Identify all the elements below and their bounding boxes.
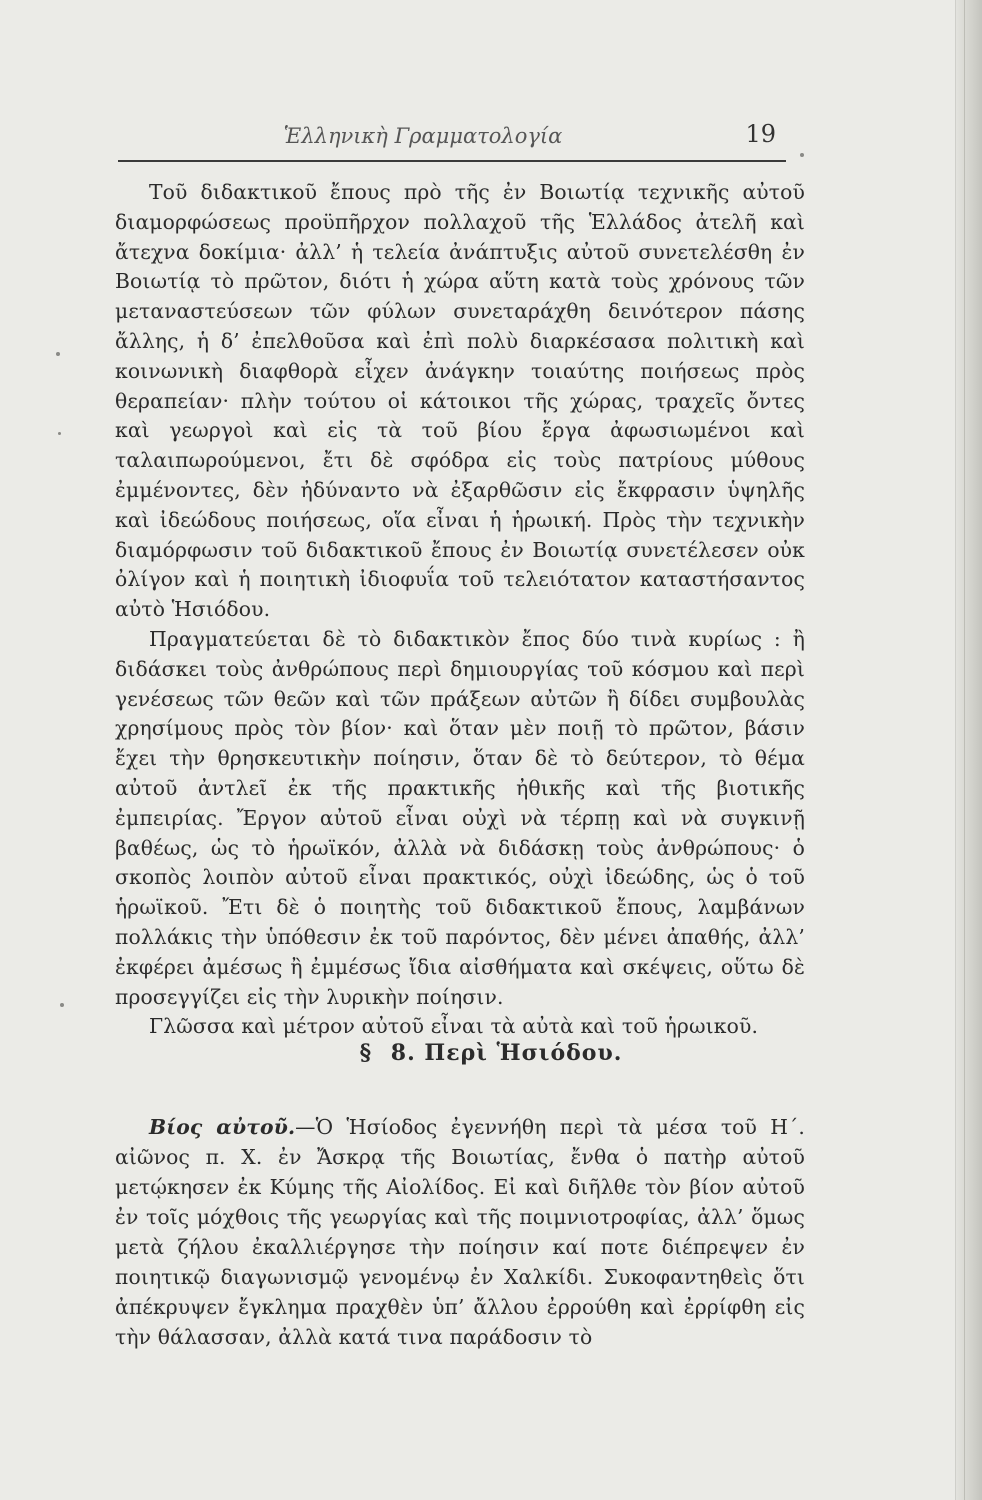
page-header xyxy=(118,118,788,158)
biography-paragraph xyxy=(115,1112,805,1352)
header-rule xyxy=(118,160,786,162)
page-number: 19 xyxy=(745,120,776,148)
section-title: Περὶ Ἡσιόδου. xyxy=(424,1040,623,1066)
paragraph-language-meter: Γλῶσσα καὶ μέτρον αὐτοῦ εἶναι τὰ αὐτὰ καὶ τοῦ ἡρωικοῦ. xyxy=(149,1014,759,1039)
section-symbol: § xyxy=(359,1040,373,1066)
running-title: Ἑλληνικὴ Γραμματολογία xyxy=(283,124,563,148)
page-edge-shadow xyxy=(955,0,982,1500)
biography-text xyxy=(115,1112,805,1352)
print-speck xyxy=(60,1003,64,1007)
print-speck xyxy=(800,153,804,157)
body-text xyxy=(115,178,805,1042)
section-number: 8. xyxy=(390,1040,416,1066)
print-speck xyxy=(56,352,60,356)
biography-body: —Ὁ Ἡσίοδος ἐγεννήθη περὶ τὰ μέσα τοῦ Η΄. αἰῶνος π. Χ. ἐν Ἄσκρᾳ τῆς Βοιωτίας, ἔνθα ὁ πατὴρ αὐτοῦ μετῴκησεν ἐκ Κύμης τῆς Αἰολίδος. Εἰ καὶ διῆλθε τὸν βίον αὐτοῦ ἐν τοῖς μόχθοις τῆς γεωργίας καὶ τῆς ποιμνιοτροφίας, ἀλλ’ ὅμως μετὰ ζήλου ἐκαλλιέργησε τὴν ποίησιν καί ποτε διέπρεψεν ἐν ποιητικῷ διαγωνισμῷ γενομένῳ ἐν Χαλκίδι. Συκοφαντηθεὶς ὅτι ἀπέκρυψεν ἔγκλημα πραχθὲν ὑπ’ ἄλλου ἐρρούθη καὶ ἐρρίφθη εἰς τὴν θάλασσαν, ἀλλὰ κατά τινα παράδοσιν τὸ xyxy=(115,1115,805,1349)
paragraph-didactic-epic: Τοῦ διδακτικοῦ ἔπους πρὸ τῆς ἐν Βοιωτίᾳ τεχνικῆς αὐτοῦ διαμορφώσεως προϋπῆρχον πολλαχοῦ τῆς Ἑλλάδος ἀτελῆ καὶ ἄτεχνα δοκίμια· ἀλλ’ ἡ τελεία ἀνάπτυξις αὐτοῦ συνετελέσθη ἐν Βοιωτίᾳ τὸ πρῶτον, διότι ἡ χώρα αὕτη κατὰ τοὺς χρόνους τῶν μεταναστεύσεων τῶν φύλων συνεταράχθη δεινότερον πάσης ἄλλης, ἡ δ’ ἐπελθοῦσα καὶ ἐπὶ πολὺ διαρκέσασα πολιτικὴ καὶ κοινωνικὴ διαφθορὰ εἶχεν ἀνάγκην τοιαύτης ποιήσεως πρὸς θεραπείαν· πλὴν τούτου οἱ κάτοικοι τῆς χώρας, τραχεῖς ὄντες καὶ γεωργοὶ καὶ εἰς τὰ τοῦ βίου ἔργα ἀφωσιωμένοι καὶ ταλαιπωρούμενοι, ἔτι δὲ σφόδρα εἰς τοὺς πατρίους μύθους ἐμμένοντες, δὲν ἠδύναντο νὰ ἐξαρθῶσιν εἰς ἔκφρασιν ὑψηλῆς καὶ ἰδεώδους ποιήσεως, οἵα εἶναι ἡ ἡρωική. Πρὸς τὴν τεχνικὴν διαμόρφωσιν τοῦ διδακτικοῦ ἔπους ἐν Βοιωτίᾳ συνετέλεσεν οὐκ ὀλίγον καὶ ἡ ποιητικὴ ἰδιοφυΐα τοῦ τελειότατον καταστήσαντος αὐτὸ Ἡσιόδου. xyxy=(115,180,805,622)
biography-label: Βίος αὐτοῦ. xyxy=(149,1115,296,1139)
print-speck xyxy=(58,432,61,435)
section-heading xyxy=(0,1040,982,1066)
paragraph-subject-matter: Πραγματεύεται δὲ τὸ διδακτικὸν ἔπος δύο τινὰ κυρίως : ἢ διδάσκει τοὺς ἀνθρώπους περὶ δημιουργίας τοῦ κόσμου καὶ περὶ γενέσεως τῶν θεῶν καὶ τῶν πράξεων αὐτῶν ἢ δίδει συμβουλὰς χρησίμους πρὸς τὸν βίον· καὶ ὅταν μὲν ποιῇ τὸ πρῶτον, βάσιν ἔχει τὴν θρησκευτικὴν ποίησιν, ὅταν δὲ τὸ δεύτερον, τὸ θέμα αὐτοῦ ἀντλεῖ ἐκ τῆς πρακτικῆς ἠθικῆς καὶ τῆς βιοτικῆς ἐμπειρίας. Ἔργον αὐτοῦ εἶναι οὐχὶ νὰ τέρπῃ καὶ νὰ συγκινῇ βαθέως, ὡς τὸ ἡρωϊκόν, ἀλλὰ νὰ διδάσκῃ τοὺς ἀνθρώπους· ὁ σκοπὸς λοιπὸν αὐτοῦ εἶναι πρακτικός, οὐχὶ ἰδεώδης, ὡς ὁ τοῦ ἡρωϊκοῦ. Ἔτι δὲ ὁ ποιητὴς τοῦ διδακτικοῦ ἔπους, λαμβάνων πολλάκις τὴν ὑπόθεσιν ἐκ τοῦ παρόντος, δὲν μένει ἀπαθής, ἀλλ’ ἐκφέρει ἀμέσως ἢ ἐμμέσως ἴδια αἰσθήματα καὶ σκέψεις, οὕτω δὲ προσεγγίζει εἰς τὴν λυρικὴν ποίησιν. xyxy=(115,626,805,1009)
